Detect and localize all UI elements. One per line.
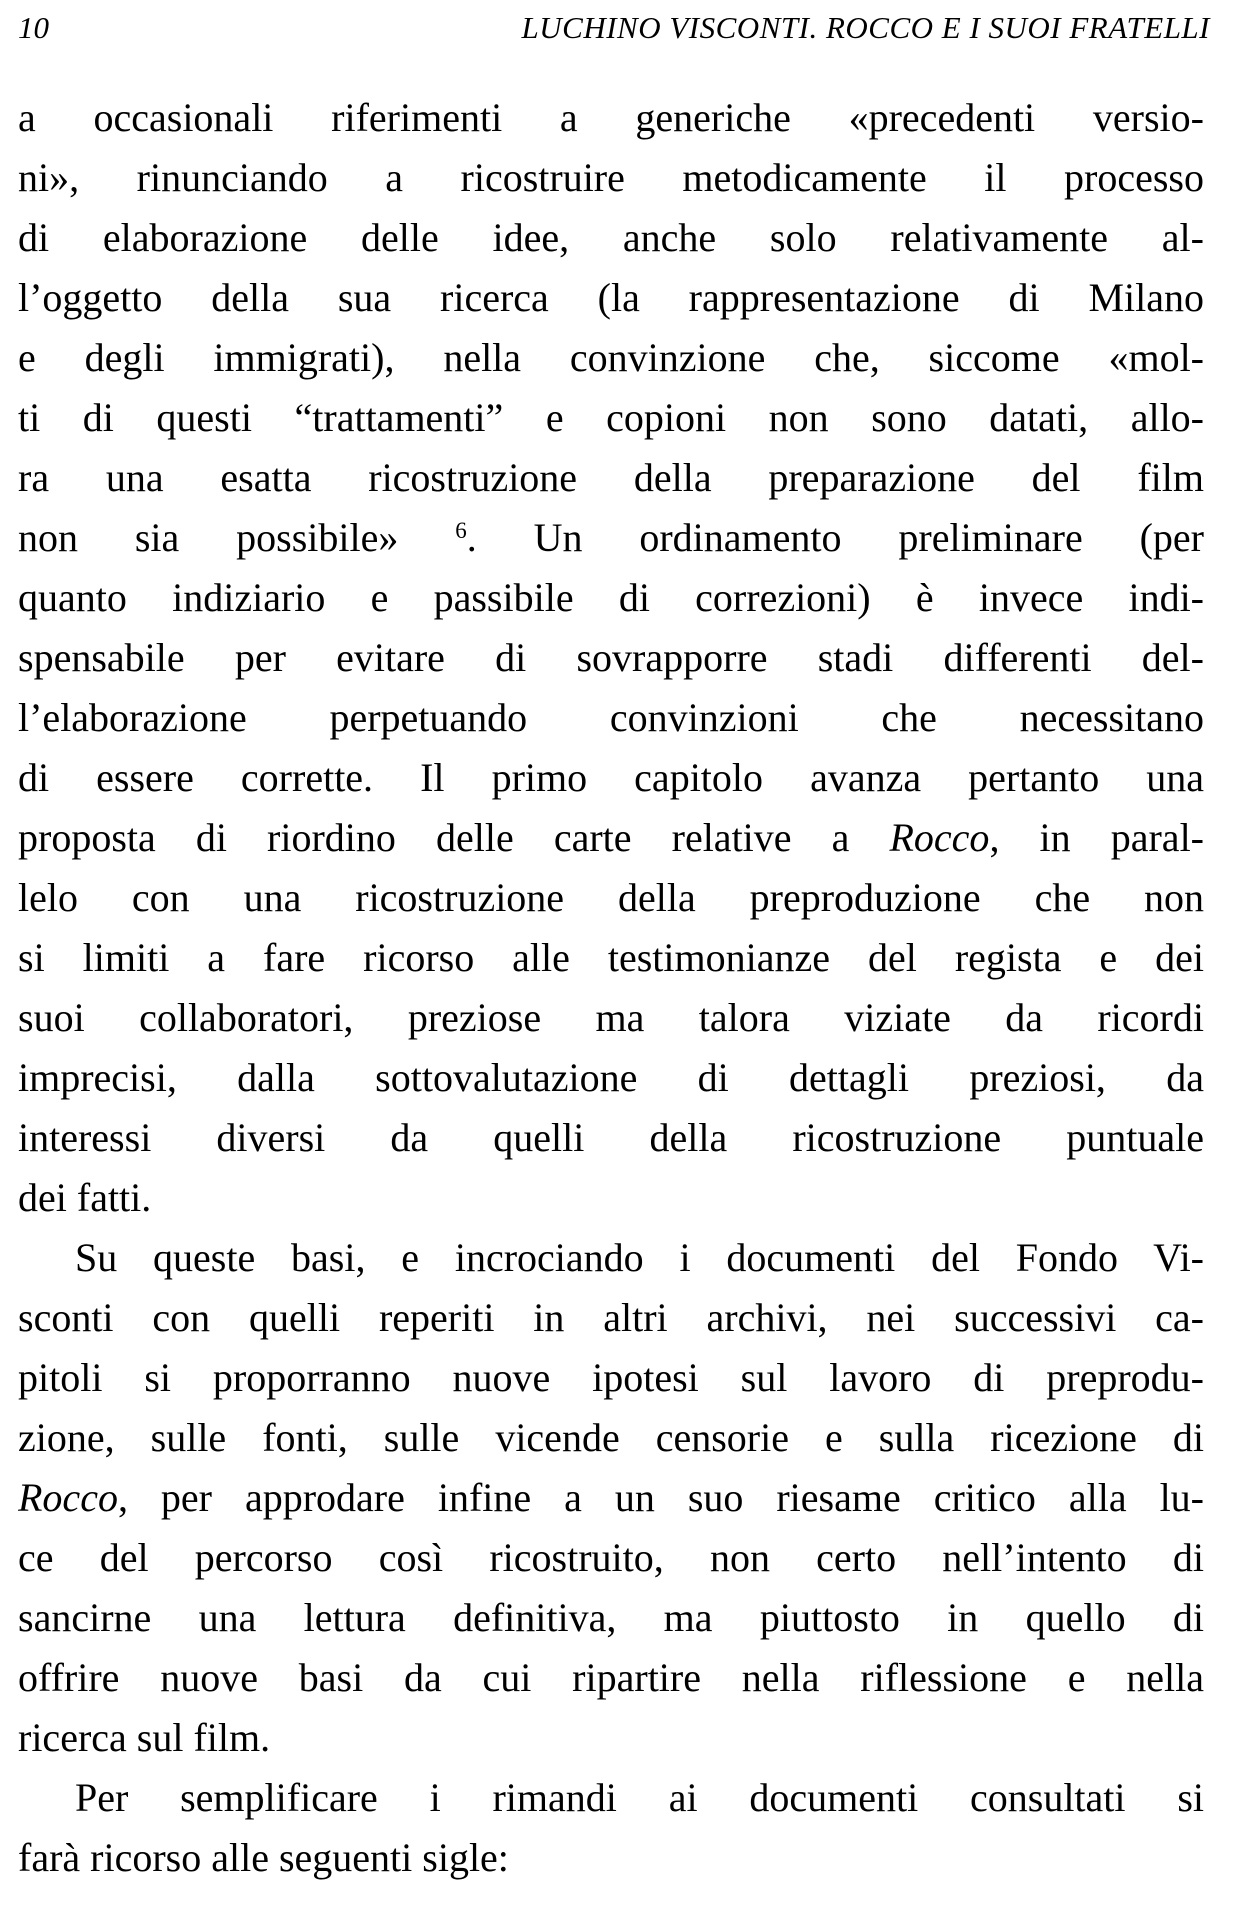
text-segment: sancirne una lettura definitiva, ma piuttosto in quello di — [18, 1595, 1204, 1640]
text-line — [18, 1768, 1204, 1828]
text-line — [18, 568, 1204, 628]
text-line — [18, 808, 1204, 868]
text-line — [18, 1648, 1204, 1708]
page-number: 10 — [18, 10, 49, 45]
text-segment: e degli immigrati), nella convinzione che, siccome «mol- — [18, 335, 1204, 380]
italic-text: Rocco — [889, 815, 990, 860]
text-line — [18, 628, 1204, 688]
text-segment: Su queste basi, e incrociando i documenti del Fondo Vi- — [75, 1235, 1204, 1280]
text-line — [18, 1708, 1204, 1768]
text-segment: , per approdare infine a un suo riesame critico alla lu- — [117, 1475, 1204, 1520]
text-line — [18, 1528, 1204, 1588]
text-segment: sconti con quelli reperiti in altri archivi, nei successivi ca- — [18, 1295, 1204, 1340]
text-line — [18, 148, 1204, 208]
text-segment: di essere corrette. Il primo capitolo avanza pertanto una — [18, 755, 1204, 800]
text-line — [18, 1348, 1204, 1408]
text-segment: l’elaborazione perpetuando convinzioni che necessitano — [18, 695, 1204, 740]
text-line — [18, 1588, 1204, 1648]
text-line — [18, 1288, 1204, 1348]
text-line — [18, 688, 1204, 748]
text-segment: l’oggetto della sua ricerca (la rappresentazione di Milano — [18, 275, 1204, 320]
text-segment: proposta di riordino delle carte relative a — [18, 815, 890, 860]
text-segment: dei fatti. — [18, 1175, 152, 1220]
text-line — [18, 1168, 1204, 1228]
text-segment: offrire nuove basi da cui ripartire nella riflessione e nella — [18, 1655, 1204, 1700]
text-segment: ni», rinunciando a ricostruire metodicamente il processo — [18, 155, 1204, 200]
text-segment: ricerca sul film. — [18, 1715, 271, 1760]
text-line — [18, 1048, 1204, 1108]
text-segment: , in paral- — [989, 815, 1204, 860]
text-segment: non sia possibile» — [18, 515, 456, 560]
text-segment: ce del percorso così ricostruito, non certo nell’intento di — [18, 1535, 1204, 1580]
text-line — [18, 1108, 1204, 1168]
text-line — [18, 868, 1204, 928]
text-segment: zione, sulle fonti, sulle vicende censorie e sulla ricezione di — [18, 1415, 1204, 1460]
text-line — [18, 88, 1204, 148]
text-line — [18, 268, 1204, 328]
body-text — [18, 88, 1204, 1888]
running-title: LUCHINO VISCONTI. ROCCO E I SUOI FRATELLI — [521, 10, 1210, 45]
text-line — [18, 448, 1204, 508]
text-segment: spensabile per evitare di sovrapporre stadi differenti del- — [18, 635, 1204, 680]
text-segment: imprecisi, dalla sottovalutazione di dettagli preziosi, da — [18, 1055, 1204, 1100]
text-segment: quanto indiziario e passibile di correzioni) è invece indi- — [18, 575, 1204, 620]
text-segment: di elaborazione delle idee, anche solo relativamente al- — [18, 215, 1204, 260]
text-segment: . Un ordinamento preliminare (per — [466, 515, 1204, 560]
text-line — [18, 1828, 1204, 1888]
page-header — [18, 10, 1210, 46]
footnote-reference: 6 — [455, 518, 467, 543]
text-segment: Per semplificare i rimandi ai documenti consultati si — [75, 1775, 1204, 1820]
text-line — [18, 748, 1204, 808]
italic-text: Rocco — [18, 1475, 118, 1520]
text-segment: a occasionali riferimenti a generiche «precedenti versio- — [18, 95, 1204, 140]
text-line — [18, 928, 1204, 988]
text-segment: lelo con una ricostruzione della preproduzione che non — [18, 875, 1204, 920]
text-line — [18, 988, 1204, 1048]
text-segment: si limiti a fare ricorso alle testimonianze del regista e dei — [18, 935, 1204, 980]
text-line — [18, 1468, 1204, 1528]
text-line — [18, 1408, 1204, 1468]
text-line — [18, 388, 1204, 448]
text-segment: farà ricorso alle seguenti sigle: — [18, 1835, 509, 1880]
text-line — [18, 508, 1204, 568]
text-line — [18, 208, 1204, 268]
text-segment: ti di questi “trattamenti” e copioni non sono datati, allo- — [18, 395, 1204, 440]
text-segment: interessi diversi da quelli della ricostruzione puntuale — [18, 1115, 1204, 1160]
text-line — [18, 1228, 1204, 1288]
text-segment: suoi collaboratori, preziose ma talora viziate da ricordi — [18, 995, 1204, 1040]
text-segment: ra una esatta ricostruzione della preparazione del film — [18, 455, 1204, 500]
text-segment: pitoli si proporranno nuove ipotesi sul lavoro di preprodu- — [18, 1355, 1204, 1400]
text-line — [18, 328, 1204, 388]
